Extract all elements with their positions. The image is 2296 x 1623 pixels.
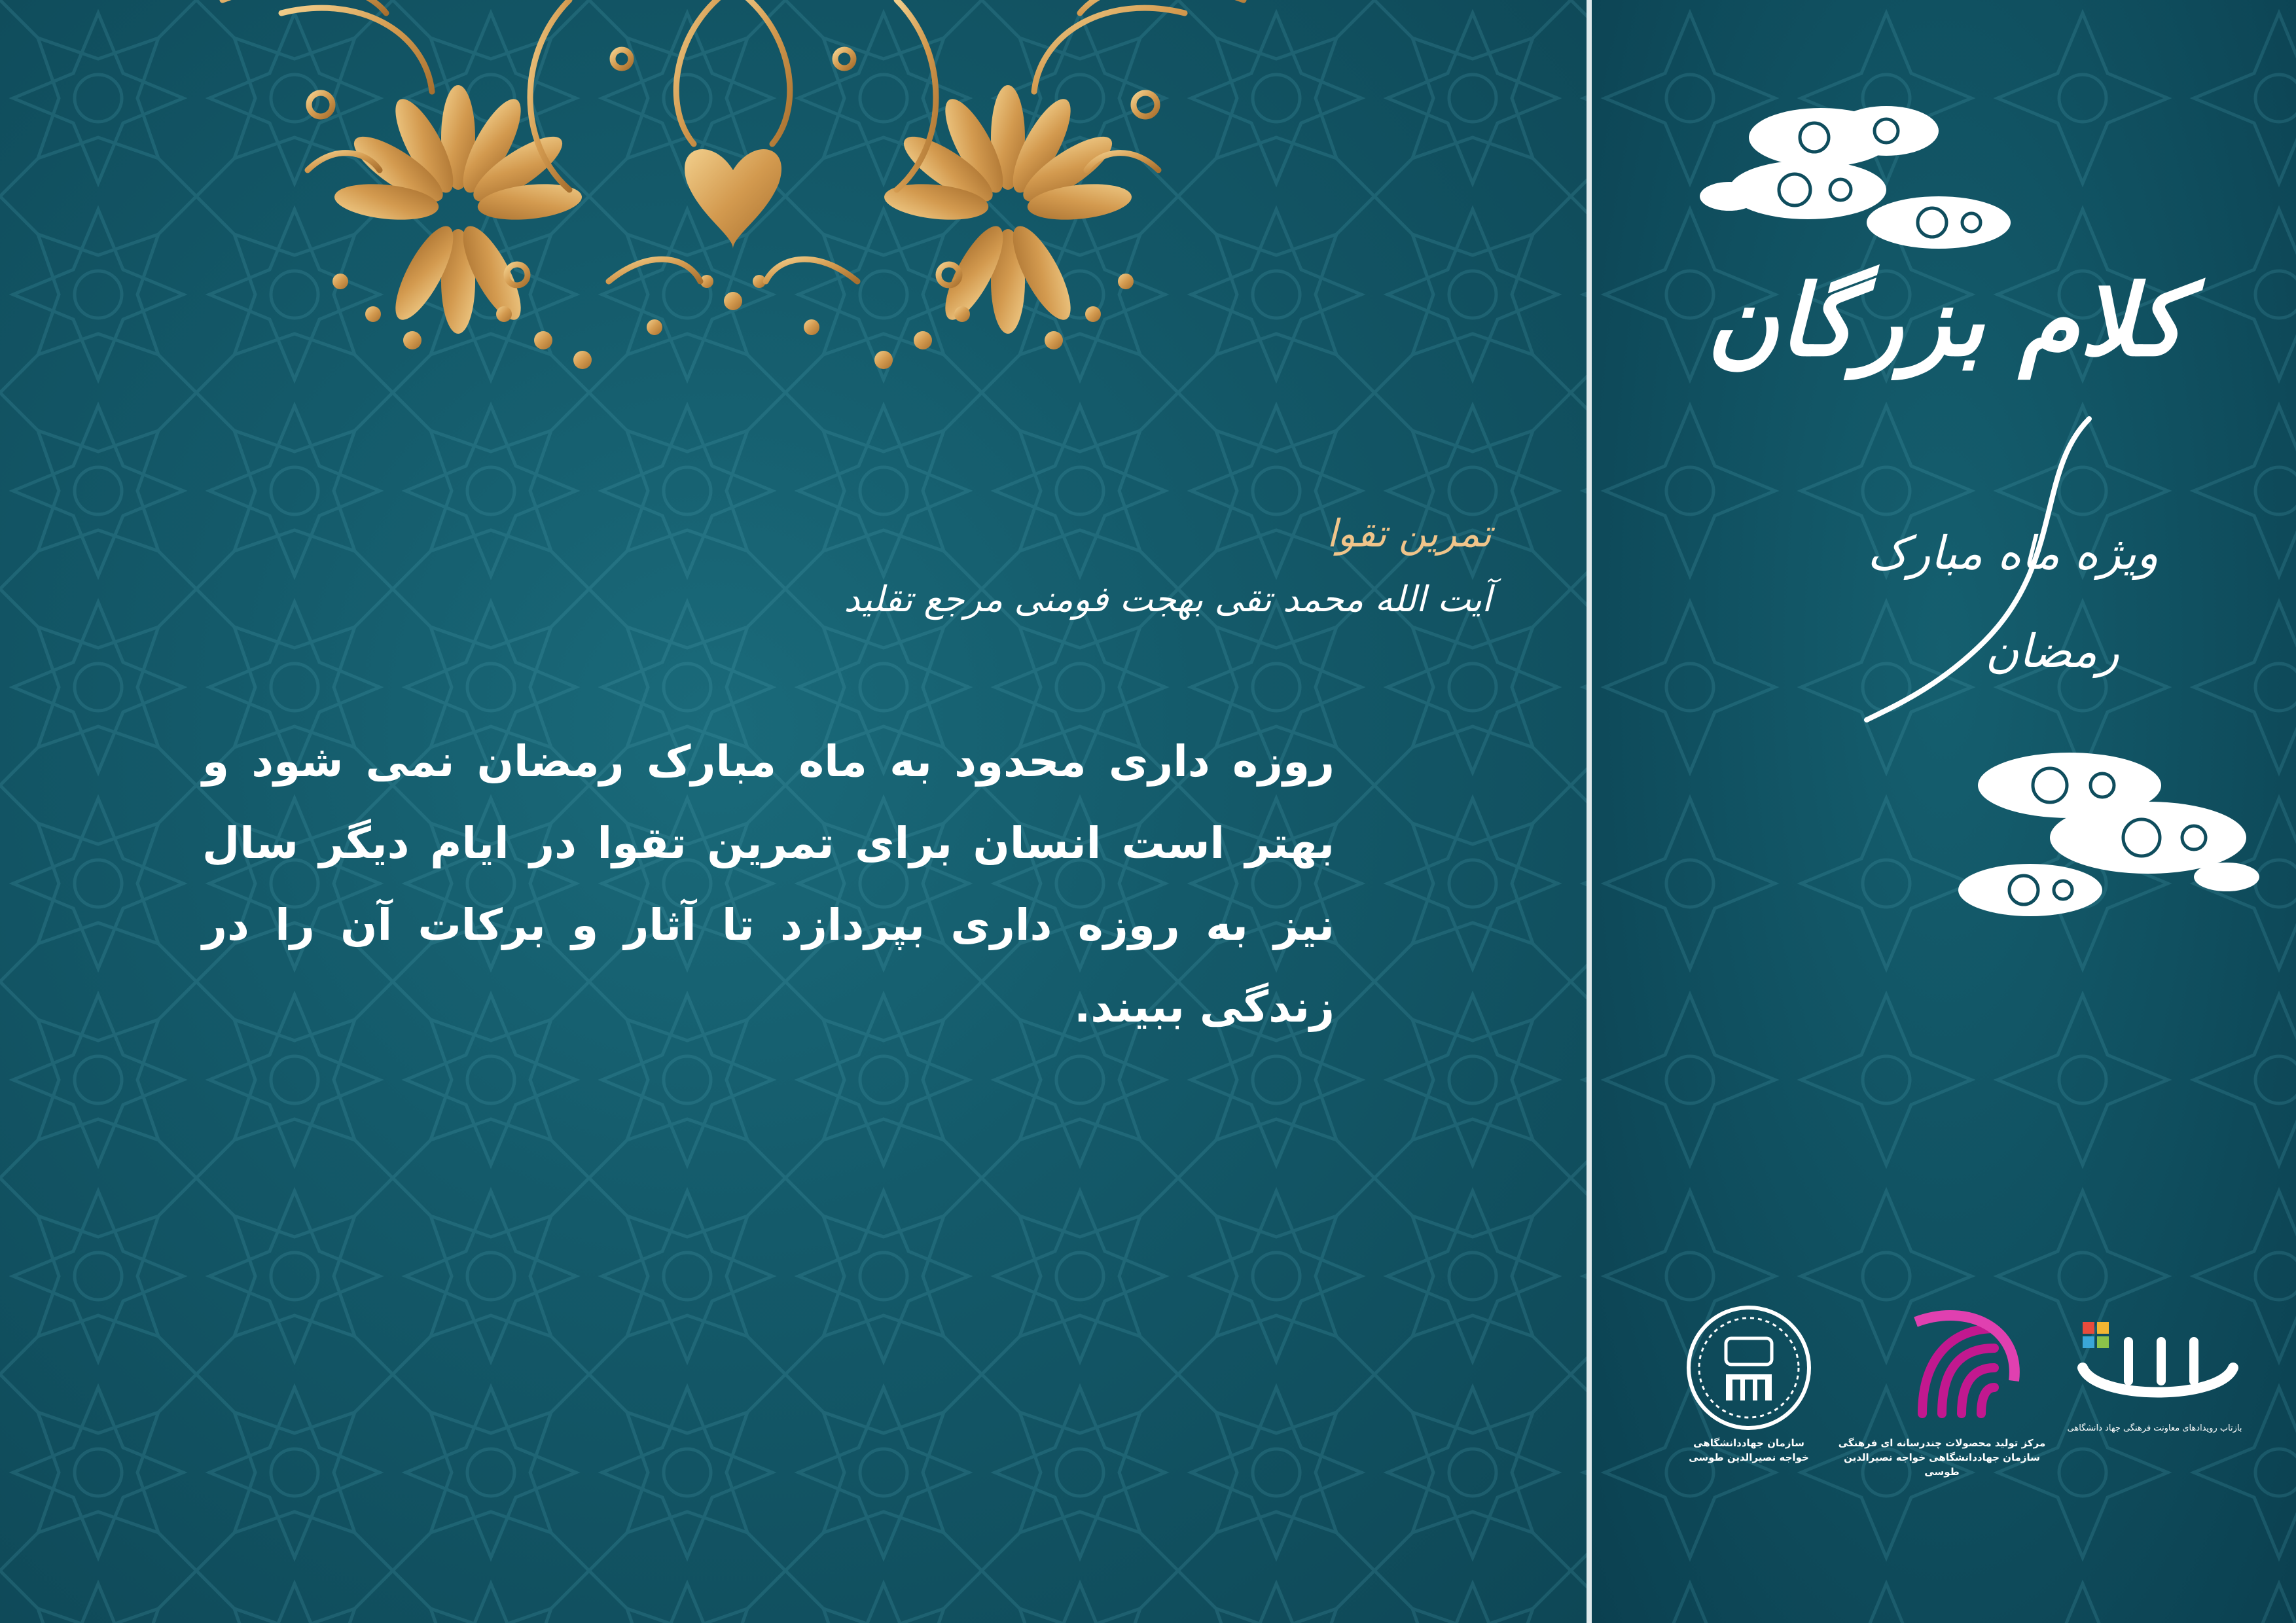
haftparde-caption-2: سازمان جهاددانشگاهی خواجه نصیرالدین طوسی xyxy=(1844,1452,2040,1478)
cloud-ornament-top-icon xyxy=(1690,92,2030,262)
logo-roytab xyxy=(2050,1302,2259,1435)
side-title: کلام بزرگان xyxy=(1706,263,2185,378)
logo-jahad-daneshgahi xyxy=(1664,1302,1834,1465)
quote-title: تمرین تقوا xyxy=(1327,511,1492,556)
side-subtitle: ویژه ماه مبارک xyxy=(1867,526,2159,580)
gold-mandala-ornament xyxy=(151,0,1316,406)
haft-parde-logo-icon xyxy=(1850,1302,2034,1433)
haftparde-caption-1: مرکز تولید محصولات چندرسانه ای فرهنگی xyxy=(1838,1437,2046,1449)
cloud-ornament-bottom-icon xyxy=(1952,746,2266,942)
jahad-caption-2: خواجه نصیرالدین طوسی xyxy=(1689,1452,1809,1463)
quote-author: آیت الله محمد تقی بهجت فومنی مرجع تقلید xyxy=(844,579,1492,620)
roytab-caption: بازتاب رویدادهای معاونت فرهنگی جهاد دانشگاهی xyxy=(2067,1423,2242,1433)
roytab-logo-icon xyxy=(2056,1302,2253,1420)
quote-block xyxy=(170,504,1492,1048)
side-panel xyxy=(1592,0,2296,1623)
jahad-daneshgahi-seal-icon xyxy=(1683,1302,1814,1433)
quote-body: روزه داری محدود به ماه مبارک رمضان نمی شود و بهتر است انسان برای تمرین تقوا در ایام دیگر سال نیز به روزه داری بپردازد تا آثار و برکات آن را در زندگی ببیند. xyxy=(202,736,1335,1032)
panel-divider xyxy=(1587,0,1592,1623)
side-subtitle-ramadan: رمضان xyxy=(1985,624,2119,678)
jahad-caption-1: سازمان جهاددانشگاهی xyxy=(1693,1437,1804,1449)
logo-haft-parde xyxy=(1831,1302,2053,1479)
